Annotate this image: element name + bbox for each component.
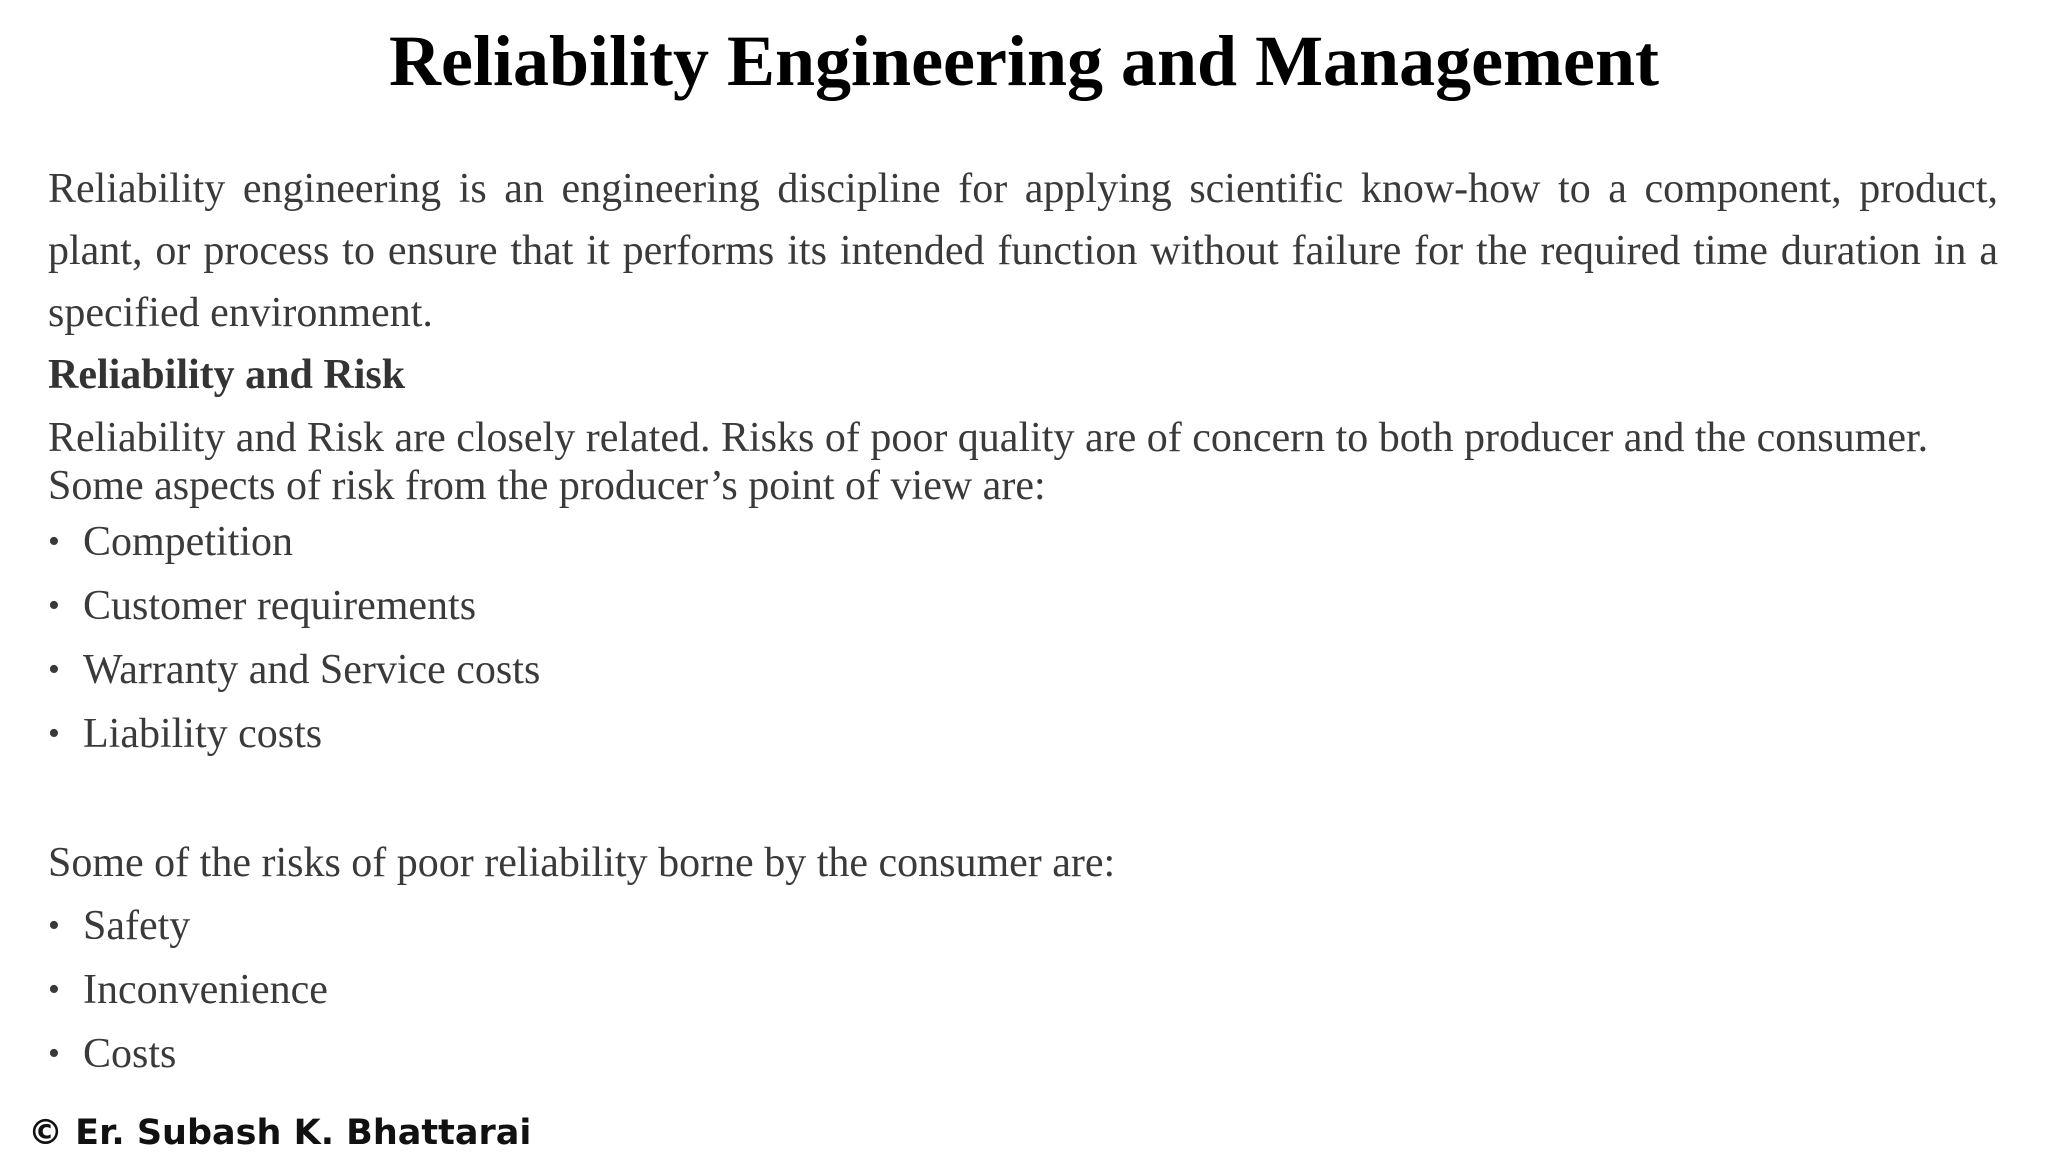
list-item-text: Inconvenience [83,967,328,1013]
slide-title: Reliability Engineering and Management [388,21,1660,101]
intro-paragraph: Reliability engineering is an engineering discipline for applying scientific know-how to a component, product, plant, or process to ensure that it performs its intended function without failure for the required time duration in a specified environment. [48,166,1998,336]
bullet-icon: • [48,971,60,1008]
bullet-icon: • [48,1035,60,1072]
bullet-icon: • [48,523,60,560]
bullet-icon: • [48,907,60,944]
list-item-text: Warranty and Service costs [83,647,541,693]
list-item [48,1022,1998,1086]
section-paragraph: Reliability and Risk are closely related. Risks of poor quality are of concern to both producer and the consumer. Some aspects of risk from the producer’s point of view are: [48,415,1929,509]
list-item [48,894,1998,958]
list-item [48,958,1998,1022]
bullet-icon: • [48,651,60,688]
section-heading: Reliability and Risk [48,352,406,398]
producer-risk-list [48,510,1998,766]
list-item-text: Competition [83,519,293,565]
list-item-text: Safety [83,903,191,949]
bullet-icon: • [48,587,60,624]
list-item-text: Customer requirements [83,583,477,629]
list-item-text: Liability costs [83,711,323,757]
consumer-risk-lead: Some of the risks of poor reliability borne by the consumer are: [48,840,1116,886]
list-item [48,702,1998,766]
list-item [48,510,1998,574]
list-item-text: Costs [83,1031,177,1077]
list-item [48,574,1998,638]
list-item [48,638,1998,702]
spacer [48,766,1998,832]
slide-content [48,158,1998,1086]
copyright-footer: © Er. Subash K. Bhattarai [28,1113,532,1153]
consumer-risk-list [48,894,1998,1086]
bullet-icon: • [48,715,60,752]
